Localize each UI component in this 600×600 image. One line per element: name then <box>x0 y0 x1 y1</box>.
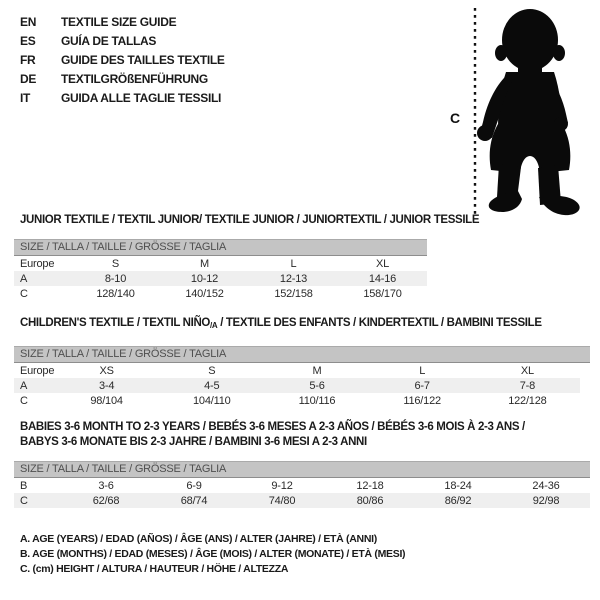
age-cell: 3-6 <box>98 479 114 492</box>
language-header <box>20 13 225 108</box>
size-cell: S <box>208 364 216 377</box>
children-size-table <box>14 346 590 408</box>
size-header-bar: SIZE / TALLA / TAILLE / GRÖSSE / TAGLIA <box>14 461 590 478</box>
baby-figure <box>440 0 600 220</box>
size-cell: L <box>419 364 426 377</box>
lang-row-es <box>20 32 225 51</box>
row-label: Europe <box>20 257 55 270</box>
size-cell: XL <box>520 364 534 377</box>
children-title-sub: /A <box>210 321 218 330</box>
children-title-post: / TEXTILE DES ENFANTS / KINDERTEXTIL / BAMBINI TESSILE <box>217 317 542 329</box>
children-table <box>14 363 580 408</box>
lang-label: GUIDA ALLE TAGLIE TESSILI <box>61 91 222 105</box>
height-cell: 104/110 <box>193 394 231 407</box>
age-cell: 12-18 <box>356 479 384 492</box>
height-cell: 74/80 <box>268 494 296 507</box>
table-row-age-months <box>14 478 590 493</box>
height-cell: 152/158 <box>274 287 313 300</box>
table-row-height <box>14 286 427 301</box>
row-label: C <box>20 287 28 300</box>
age-cell: 12-13 <box>279 272 308 285</box>
lang-row-fr <box>20 51 225 70</box>
height-label-c: C <box>450 110 461 126</box>
size-cell: M <box>312 364 322 377</box>
height-cell: 122/128 <box>508 394 547 407</box>
footnote-age-months: B. AGE (MONTHS) / EDAD (MESES) / ÂGE (MOIS) / ALTER (MONATE) / ETÀ (MESI) <box>20 548 406 560</box>
age-cell: 6-9 <box>186 479 202 492</box>
lang-row-de <box>20 70 225 89</box>
size-cell: XL <box>375 257 390 270</box>
height-cell: 62/68 <box>92 494 120 507</box>
age-cell: 3-4 <box>98 379 115 392</box>
size-cell: L <box>290 257 297 270</box>
lang-code: DE <box>20 72 37 86</box>
lang-row-it <box>20 89 225 108</box>
row-label: B <box>20 479 28 492</box>
height-cell: 92/98 <box>532 494 560 507</box>
size-cell: S <box>111 257 120 270</box>
size-cell: M <box>200 257 209 270</box>
size-header-bar: SIZE / TALLA / TAILLE / GRÖSSE / TAGLIA <box>14 346 590 363</box>
row-label: A <box>20 379 28 392</box>
height-cell: 98/104 <box>90 394 123 407</box>
lang-label: TEXTILE SIZE GUIDE <box>61 15 177 29</box>
lang-code: IT <box>20 91 31 105</box>
row-label: A <box>20 272 28 285</box>
lang-row-en <box>20 13 225 32</box>
size-header-bar: SIZE / TALLA / TAILLE / GRÖSSE / TAGLIA <box>14 239 427 256</box>
age-cell: 5-6 <box>309 379 325 392</box>
height-cell: 140/152 <box>185 287 224 300</box>
table-row-height <box>14 393 580 408</box>
lang-code: FR <box>20 53 36 67</box>
table-row-age <box>14 378 580 393</box>
legend-footnotes <box>20 532 405 577</box>
age-cell: 10-12 <box>190 272 219 285</box>
table-row-europe <box>14 256 427 271</box>
lang-label: TEXTILGRÖßENFÜHRUNG <box>61 72 208 86</box>
footnote-age-years: A. AGE (YEARS) / EDAD (AÑOS) / ÂGE (ANS) / ALTER (JAHRE) / ETÀ (ANNI) <box>20 533 377 545</box>
age-cell: 18-24 <box>444 479 472 492</box>
height-cell: 86/92 <box>444 494 472 507</box>
junior-size-table <box>14 239 427 301</box>
height-cell: 128/140 <box>96 287 135 300</box>
row-label: Europe <box>20 364 55 377</box>
babies-title-line2: BABYS 3-6 MONATE BIS 2-3 JAHRE / BAMBINI 3-6 MESI A 2-3 ANNI <box>20 436 367 448</box>
height-cell: 158/170 <box>363 287 402 300</box>
height-cell: 68/74 <box>180 494 208 507</box>
height-cell: 110/116 <box>298 394 336 407</box>
lang-label: GUIDE DES TAILLES TEXTILE <box>61 53 225 67</box>
junior-section-title: JUNIOR TEXTILE / TEXTIL JUNIOR/ TEXTILE JUNIOR / JUNIORTEXTIL / JUNIOR TESSILE <box>20 214 480 226</box>
baby-silhouette-illustration <box>440 0 600 220</box>
row-label: C <box>20 494 28 507</box>
height-cell: 80/86 <box>356 494 384 507</box>
age-cell: 6-7 <box>414 379 430 392</box>
children-section-title <box>20 317 542 330</box>
babies-table <box>14 478 590 508</box>
age-cell: 4-5 <box>204 379 220 392</box>
height-cell: 116/122 <box>403 394 441 407</box>
children-title-pre: CHILDREN'S TEXTILE / TEXTIL NIÑO <box>20 317 211 329</box>
junior-table <box>14 256 427 301</box>
lang-code: EN <box>20 15 37 29</box>
age-cell: 14-16 <box>368 272 397 285</box>
age-cell: 7-8 <box>519 379 536 392</box>
babies-title-line1: BABIES 3-6 MONTH TO 2-3 YEARS / BEBÉS 3-6 MESES A 2-3 AÑOS / BÉBÉS 3-6 MOIS À 2-3 ANS / <box>20 421 525 433</box>
size-cell: XS <box>99 364 114 377</box>
age-cell: 8-10 <box>104 272 127 285</box>
row-label: C <box>20 394 28 407</box>
babies-section-title <box>20 420 525 450</box>
toddler-silhouette <box>477 9 580 215</box>
footnote-height-cm: C. (cm) HEIGHT / ALTURA / HAUTEUR / HÖHE / ALTEZZA <box>20 563 289 575</box>
age-cell: 24-36 <box>532 479 560 492</box>
age-cell: 9-12 <box>271 479 293 492</box>
table-row-age <box>14 271 427 286</box>
table-row-height <box>14 493 590 508</box>
lang-code: ES <box>20 34 36 48</box>
babies-size-table <box>14 461 590 508</box>
lang-label: GUÍA DE TALLAS <box>61 34 157 48</box>
table-row-europe <box>14 363 580 378</box>
